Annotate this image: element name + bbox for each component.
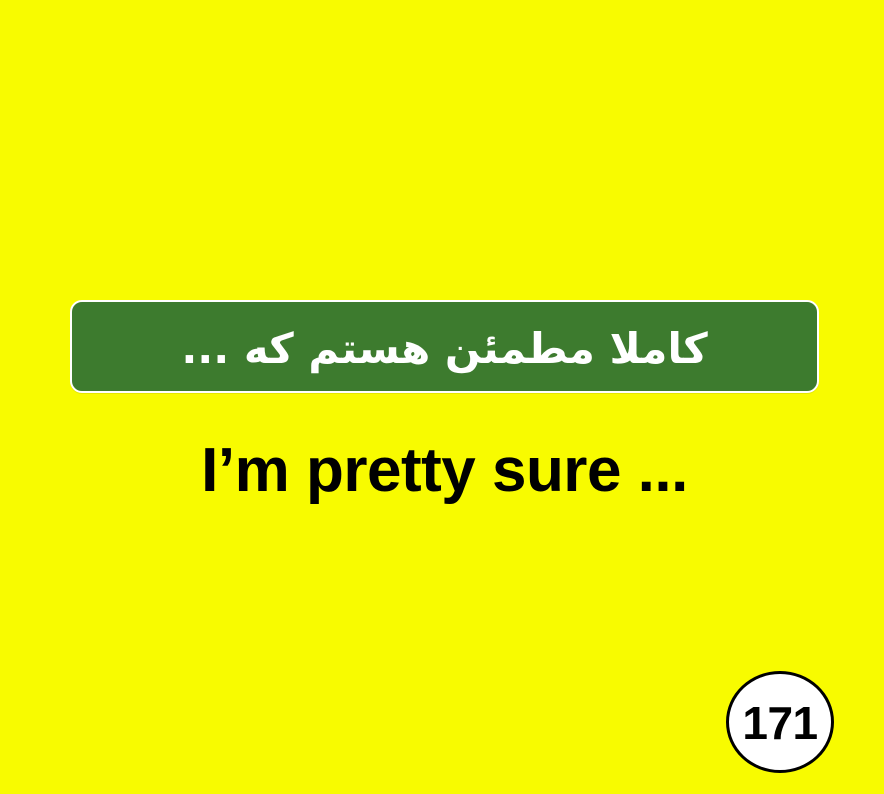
card-number-badge [726,671,834,773]
persian-phrase-banner [70,300,819,393]
persian-phrase: کاملا مطمئن هستم که ... [181,323,708,373]
card-number: 171 [742,697,818,749]
english-phrase: I’m pretty sure ... [201,436,688,505]
